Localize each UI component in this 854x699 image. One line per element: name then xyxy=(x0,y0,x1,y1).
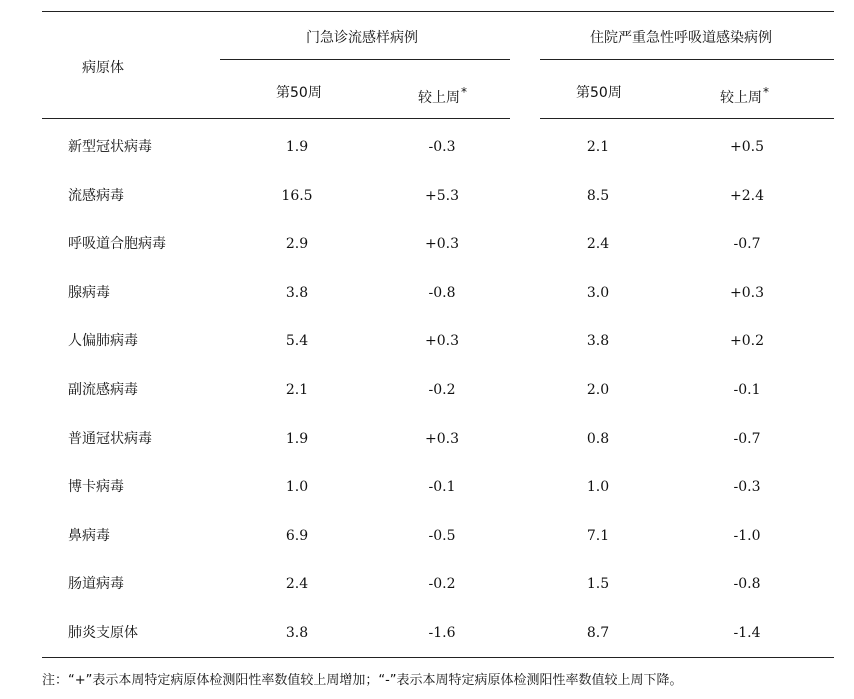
change-label: 较上周 xyxy=(720,90,762,106)
outpatient-change-value: -0.3 xyxy=(428,139,456,155)
pathogen-name: 腺病毒 xyxy=(68,285,110,301)
inpatient-change-value: +0.2 xyxy=(730,333,764,349)
header-bottom-rule-right xyxy=(540,118,834,119)
bottom-rule xyxy=(42,657,834,658)
group1-underline xyxy=(220,59,510,60)
inpatient-week-value: 0.8 xyxy=(586,431,610,447)
outpatient-week-value: 16.5 xyxy=(281,188,313,204)
header-bottom-rule-left xyxy=(42,118,510,119)
pathogen-name: 呼吸道合胞病毒 xyxy=(68,236,166,252)
pathogen-name: 博卡病毒 xyxy=(68,479,124,495)
top-rule xyxy=(42,11,834,12)
inpatient-change-value: -0.7 xyxy=(733,431,761,447)
pathogen-name: 鼻病毒 xyxy=(68,528,110,544)
outpatient-change-value: -1.6 xyxy=(428,625,456,641)
inpatient-change-value: -0.3 xyxy=(733,479,761,495)
pathogen-name: 普通冠状病毒 xyxy=(68,431,152,447)
inpatient-week-value: 7.1 xyxy=(586,528,610,544)
outpatient-change-value: +0.3 xyxy=(425,333,459,349)
outpatient-week-value: 5.4 xyxy=(285,333,309,349)
outpatient-change-value: -0.5 xyxy=(428,528,456,544)
pathogen-name: 人偏肺病毒 xyxy=(68,333,138,349)
inpatient-week-value: 8.7 xyxy=(586,625,610,641)
inpatient-change-value: +2.4 xyxy=(730,188,764,204)
inpatient-week-header: 第50周 xyxy=(576,85,622,101)
pathogen-name: 肠道病毒 xyxy=(68,576,124,592)
outpatient-change-header xyxy=(418,85,467,107)
pathogen-name: 肺炎支原体 xyxy=(68,625,138,641)
inpatient-week-value: 1.5 xyxy=(586,576,610,592)
outpatient-change-value: -0.2 xyxy=(428,382,456,398)
inpatient-change-value: -0.8 xyxy=(733,576,761,592)
outpatient-group-title: 门急诊流感样病例 xyxy=(306,30,418,46)
asterisk-marker: * xyxy=(461,85,467,100)
asterisk-marker: * xyxy=(763,85,769,100)
inpatient-week-value: 2.1 xyxy=(586,139,610,155)
inpatient-change-value: +0.5 xyxy=(730,139,764,155)
pathogen-name: 新型冠状病毒 xyxy=(68,139,152,155)
outpatient-week-value: 1.9 xyxy=(285,431,309,447)
inpatient-change-value: -1.4 xyxy=(733,625,761,641)
footnote: 注：“+”表示本周特定病原体检测阳性率数值较上周增加；“-”表示本周特定病原体检测阳性率数值较上周下降。 xyxy=(42,673,683,688)
group2-underline xyxy=(540,59,834,60)
outpatient-week-value: 3.8 xyxy=(285,625,309,641)
outpatient-change-value: +5.3 xyxy=(425,188,459,204)
inpatient-change-header xyxy=(720,85,769,107)
pathogen-name: 流感病毒 xyxy=(68,188,124,204)
inpatient-change-value: -1.0 xyxy=(733,528,761,544)
outpatient-change-value: +0.3 xyxy=(425,236,459,252)
outpatient-week-value: 6.9 xyxy=(285,528,309,544)
pathogen-name: 副流感病毒 xyxy=(68,382,138,398)
outpatient-change-value: -0.2 xyxy=(428,576,456,592)
change-label: 较上周 xyxy=(418,90,460,106)
inpatient-week-value: 1.0 xyxy=(586,479,610,495)
outpatient-week-value: 2.9 xyxy=(285,236,309,252)
outpatient-week-value: 1.0 xyxy=(285,479,309,495)
outpatient-week-value: 2.4 xyxy=(285,576,309,592)
inpatient-group-title: 住院严重急性呼吸道感染病例 xyxy=(590,30,772,46)
outpatient-week-value: 3.8 xyxy=(285,285,309,301)
outpatient-week-value: 1.9 xyxy=(285,139,309,155)
outpatient-week-header: 第50周 xyxy=(276,85,322,101)
inpatient-change-value: -0.7 xyxy=(733,236,761,252)
inpatient-change-value: -0.1 xyxy=(733,382,761,398)
outpatient-change-value: -0.8 xyxy=(428,285,456,301)
inpatient-week-value: 2.0 xyxy=(586,382,610,398)
outpatient-change-value: +0.3 xyxy=(425,431,459,447)
outpatient-change-value: -0.1 xyxy=(428,479,456,495)
inpatient-week-value: 2.4 xyxy=(586,236,610,252)
inpatient-week-value: 8.5 xyxy=(586,188,610,204)
inpatient-week-value: 3.0 xyxy=(586,285,610,301)
outpatient-week-value: 2.1 xyxy=(285,382,309,398)
inpatient-week-value: 3.8 xyxy=(586,333,610,349)
pathogen-column-header: 病原体 xyxy=(82,60,124,76)
inpatient-change-value: +0.3 xyxy=(730,285,764,301)
